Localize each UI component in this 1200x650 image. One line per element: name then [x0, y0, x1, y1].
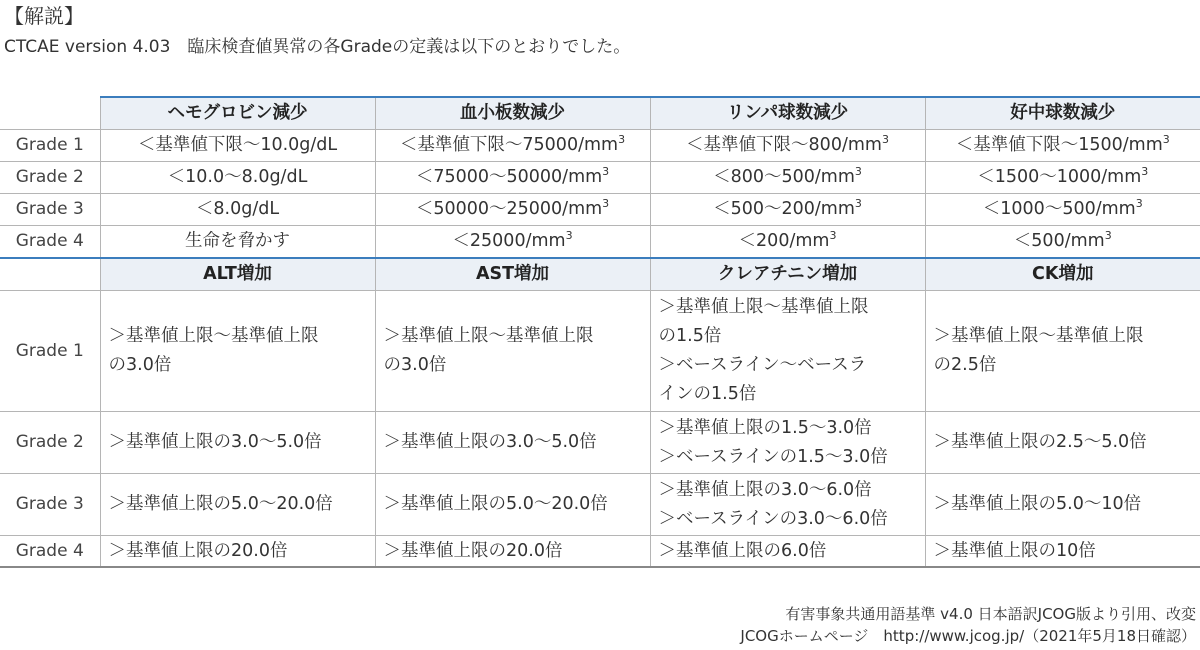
table-row	[0, 291, 1200, 412]
table-cell: ＞基準値上限〜基準値上限 の3.0倍	[375, 291, 650, 412]
grade-label: Grade 4	[0, 226, 100, 259]
intro-text: CTCAE version 4.03 臨床検査値異常の各Gradeの定義は以下のとおりでした。	[4, 37, 631, 57]
table-cell: ＜8.0g/dL	[100, 194, 375, 226]
table1-header-row	[0, 97, 1200, 130]
table-cell: ＜1500〜$1000/mm^3$	[925, 162, 1200, 194]
grade-label: Grade 3	[0, 194, 100, 226]
table-cell: ＜基準値下限〜$1500/mm^3$	[925, 130, 1200, 162]
header-hemoglobin: ヘモグロビン減少	[100, 97, 375, 130]
table-row	[0, 474, 1200, 536]
table-row	[0, 194, 1200, 226]
ctcae-grade-table	[0, 96, 1200, 568]
table-cell: $<500/mm^3$	[925, 226, 1200, 259]
table-cell: ＞基準値上限〜基準値上限 の2.5倍	[925, 291, 1200, 412]
table-cell: ＞基準値上限の20.0倍	[100, 536, 375, 568]
table-cell: ＞基準値上限の1.5〜3.0倍 ＞ベースラインの1.5〜3.0倍	[650, 412, 925, 474]
grade-label: Grade 4	[0, 536, 100, 568]
page-title: 【解説】	[4, 4, 84, 28]
table-cell: ＞基準値上限の3.0〜6.0倍 ＞ベースラインの3.0〜6.0倍	[650, 474, 925, 536]
table-cell: ＜基準値下限〜10.0g/dL	[100, 130, 375, 162]
table-cell: 生命を脅かす	[100, 226, 375, 259]
table-cell: ＞基準値上限の2.5〜5.0倍	[925, 412, 1200, 474]
table-cell: ＜800〜$500/mm^3$	[650, 162, 925, 194]
table-row	[0, 412, 1200, 474]
header-alt: ALT増加	[100, 258, 375, 291]
header-creatinine: クレアチニン増加	[650, 258, 925, 291]
table-cell: ＞基準値上限の5.0〜20.0倍	[100, 474, 375, 536]
table-cell: ＜50000〜$25000/mm^3$	[375, 194, 650, 226]
table-cell: ＞基準値上限の10倍	[925, 536, 1200, 568]
table-cell: ＞基準値上限の5.0〜10倍	[925, 474, 1200, 536]
table-row	[0, 226, 1200, 259]
grade-label: Grade 1	[0, 291, 100, 412]
table-cell: ＜基準値下限〜$800/mm^3$	[650, 130, 925, 162]
header-ast: AST増加	[375, 258, 650, 291]
table-row	[0, 536, 1200, 568]
table-cell: $<25000/mm^3$	[375, 226, 650, 259]
table-cell: $<200/mm^3$	[650, 226, 925, 259]
table2-header-row	[0, 258, 1200, 291]
table-cell: ＞基準値上限の5.0〜20.0倍	[375, 474, 650, 536]
header-ck: CK増加	[925, 258, 1200, 291]
table-cell: ＜10.0〜8.0g/dL	[100, 162, 375, 194]
table-row	[0, 130, 1200, 162]
table-cell: ＞基準値上限の3.0〜5.0倍	[375, 412, 650, 474]
table-cell: ＞基準値上限〜基準値上限 の1.5倍 ＞ベースライン〜ベースラ インの1.5倍	[650, 291, 925, 412]
source-url-line: JCOGホームページ http://www.jcog.jp/（2021年5月18日確認）	[740, 627, 1196, 645]
header-platelet: 血小板数減少	[375, 97, 650, 130]
header-lymphocyte: リンパ球数減少	[650, 97, 925, 130]
header-neutrophil: 好中球数減少	[925, 97, 1200, 130]
table-cell: ＞基準値上限の3.0〜5.0倍	[100, 412, 375, 474]
grade-label: Grade 1	[0, 130, 100, 162]
source-citation: 有害事象共通用語基準 v4.0 日本語訳JCOG版より引用、改変	[785, 605, 1196, 623]
grade-label: Grade 2	[0, 162, 100, 194]
corner-cell	[0, 258, 100, 291]
table-cell: ＜基準値下限〜$75000/mm^3$	[375, 130, 650, 162]
table-cell: ＞基準値上限の20.0倍	[375, 536, 650, 568]
table-cell: ＞基準値上限〜基準値上限 の3.0倍	[100, 291, 375, 412]
table-cell: ＞基準値上限の6.0倍	[650, 536, 925, 568]
grade-label: Grade 3	[0, 474, 100, 536]
table-cell: ＜75000〜$50000/mm^3$	[375, 162, 650, 194]
table-row	[0, 162, 1200, 194]
corner-cell	[0, 97, 100, 130]
grade-label: Grade 2	[0, 412, 100, 474]
table-cell: ＜1000〜$500/mm^3$	[925, 194, 1200, 226]
table-cell: ＜500〜$200/mm^3$	[650, 194, 925, 226]
